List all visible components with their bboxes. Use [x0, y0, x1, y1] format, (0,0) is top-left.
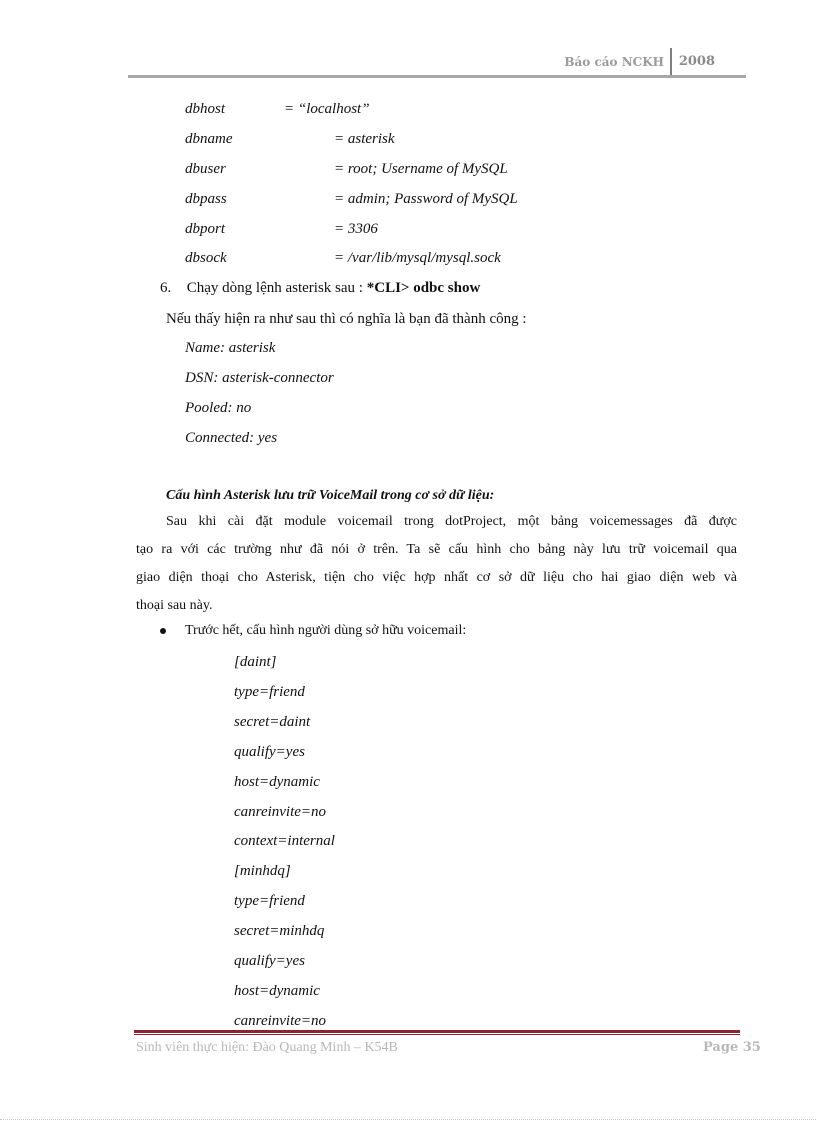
- voicemail-config-line: qualify=yes: [234, 953, 305, 969]
- step-text: Chạy dòng lệnh asterisk sau :: [186, 280, 367, 296]
- header-rule: [128, 75, 746, 78]
- odbc-output-line: Pooled: no: [185, 400, 252, 416]
- paragraph-line: thoại sau này.: [136, 598, 213, 613]
- footer-rule-thin: [134, 1034, 740, 1035]
- footer-page-number: Page 35: [703, 1040, 761, 1055]
- bullet-text: Trước hết, cấu hình người dùng sở hữu voicemail:: [185, 623, 467, 638]
- bullet-dot-icon: [160, 628, 166, 634]
- header-year: 2008: [678, 54, 715, 69]
- db-config-key: dbport: [185, 221, 226, 237]
- voicemail-config-line: host=dynamic: [234, 774, 320, 790]
- step-number: 6.: [160, 280, 172, 296]
- voicemail-config-line: secret=daint: [234, 714, 311, 730]
- paragraph-line: giao diện thoại cho Asterisk, tiện cho việc hợp nhất cơ sở dữ liệu cho hai giao diện web và: [136, 570, 737, 585]
- success-text: Nếu thấy hiện ra như sau thì có nghĩa là bạn đã thành công :: [166, 311, 527, 327]
- footer-rule: [134, 1030, 740, 1033]
- voicemail-config-line: host=dynamic: [234, 983, 320, 999]
- voicemail-config-line: canreinvite=no: [234, 1013, 327, 1029]
- db-config-value: = “localhost”: [284, 101, 370, 117]
- db-config-key: dbsock: [185, 250, 227, 266]
- header-title: Báo cáo NCKH: [564, 55, 664, 69]
- footer-author: Sinh viên thực hiện: Đào Quang Minh – K54B: [136, 1040, 398, 1055]
- voicemail-config-line: type=friend: [234, 893, 305, 909]
- db-config-value: = root; Username of MySQL: [334, 161, 508, 177]
- section-heading: Cấu hình Asterisk lưu trữ VoiceMail trong cơ sở dữ liệu:: [166, 488, 495, 503]
- odbc-output-line: DSN: asterisk-connector: [185, 370, 334, 386]
- paragraph: [136, 508, 737, 620]
- voicemail-config-line: [minhdq]: [234, 863, 291, 879]
- voicemail-config-line: [daint]: [234, 654, 277, 670]
- db-config-value: = asterisk: [334, 131, 395, 147]
- voicemail-config-line: canreinvite=no: [234, 804, 327, 820]
- db-config-key: dbpass: [185, 191, 227, 207]
- page-header: [128, 48, 746, 78]
- step-6: [160, 279, 480, 297]
- step-command: *CLI> odbc show: [366, 280, 481, 296]
- voicemail-config-line: type=friend: [234, 684, 305, 700]
- odbc-output-line: Name: asterisk: [185, 340, 276, 356]
- db-config-value: = admin; Password of MySQL: [334, 191, 518, 207]
- db-config-key: dbname: [185, 131, 233, 147]
- db-config-key: dbuser: [185, 161, 226, 177]
- db-config-value: = /var/lib/mysql/mysql.sock: [334, 250, 501, 266]
- paragraph-line-text: Sau khi cài đặt module voicemail trong dotProject, một bảng voicemessages đã được: [166, 514, 737, 529]
- odbc-output-line: Connected: yes: [185, 430, 278, 446]
- paragraph-line: [136, 508, 737, 536]
- header-separator: [670, 48, 672, 75]
- db-config-value: = 3306: [334, 221, 378, 237]
- page-bottom-edge: [0, 1119, 816, 1120]
- voicemail-config-line: secret=minhdq: [234, 923, 325, 939]
- paragraph-line: tạo ra với các trường như đã nói ở trên. Ta sẽ cấu hình cho bảng này lưu trữ voicemail qua: [136, 542, 737, 557]
- db-config-key: dbhost: [185, 101, 226, 117]
- voicemail-config-line: qualify=yes: [234, 744, 305, 760]
- voicemail-config-line: context=internal: [234, 833, 335, 849]
